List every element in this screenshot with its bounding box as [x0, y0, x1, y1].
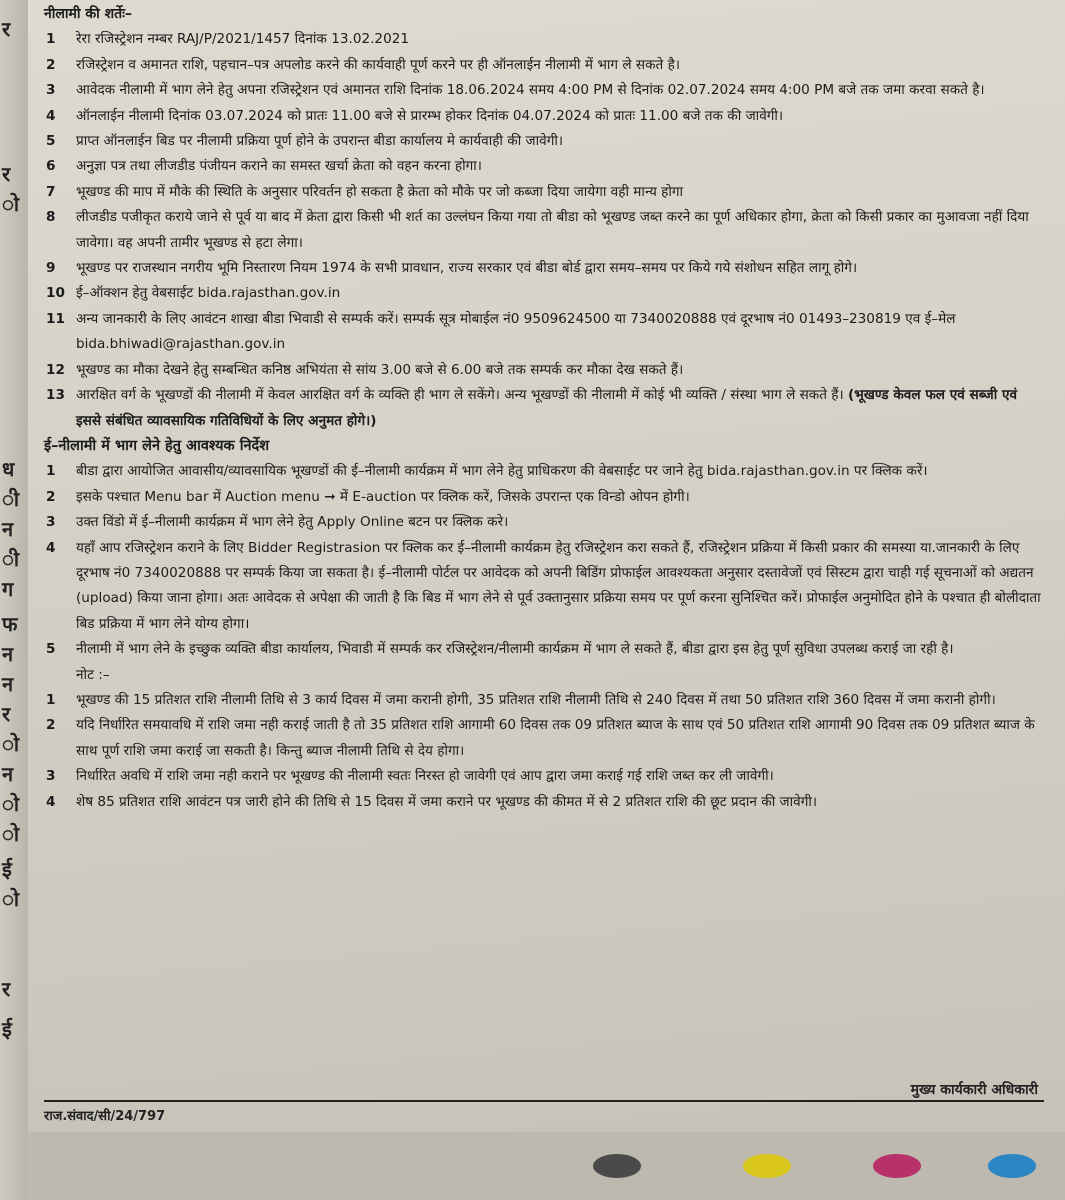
signature-title: मुख्य कार्यकारी अधिकारी [910, 1082, 1038, 1098]
reference-number: राज.संवाद/सी/24/797 [44, 1109, 166, 1124]
registration-mark-yellow [743, 1154, 791, 1178]
note-item-text: शेष 85 प्रतिशत राशि आवंटन पत्र जारी होने की तिथि से 15 दिवस में जमा कराने पर भूखण्ड की कीमत में से 2 प्रतिशत राशि की छूट प्रदान की जावेगी। [76, 793, 818, 810]
term-item-text: रेरा रजिस्ट्रेशन नम्बर RAJ/P/2021/1457 दिनांक 13.02.2021 [76, 31, 410, 48]
term-item-number: 5 [46, 133, 56, 150]
margin-char: न [2, 672, 14, 696]
margin-char: ई [2, 857, 12, 881]
term-item [44, 154, 1044, 179]
term-item-number: 10 [46, 285, 65, 302]
term-item-number: 1 [46, 31, 56, 48]
note-item-number: 4 [46, 793, 56, 810]
instruction-item-number: 2 [46, 488, 56, 505]
note-item-number: 1 [46, 691, 56, 708]
term-item-text: आवेदक नीलामी में भाग लेने हेतु अपना रजिस्ट्रेशन एवं अमानत राशि दिनांक 18.06.2024 समय 4:00 PM से दिनांक 02.07.2024 समय 4:00 PM बजे तक जमा करवा सकते है। [76, 82, 985, 99]
term-item [44, 78, 1044, 103]
instruction-item-number: 5 [46, 641, 56, 658]
term-item-text: रजिस्ट्रेशन व अमानत राशि, पहचान–पत्र अपलोड करने की कार्यवाही पूर्ण करने पर ही ऑनलाईन नीलामी में भाग ले सकते है। [76, 56, 680, 73]
note-item [44, 764, 1044, 789]
registration-mark-cyan [988, 1154, 1036, 1178]
margin-char: ग [2, 577, 14, 601]
notice-body [44, 2, 1044, 815]
margin-char: ी [2, 547, 20, 571]
margin-char: ो [2, 792, 20, 816]
instruction-item-text: उक्त विंडो में ई–नीलामी कार्यक्रम में भाग लेने हेतु Apply Online बटन पर क्लिक करे। [76, 514, 509, 531]
term-item-text: लीजडीड पजीकृत कराये जाने से पूर्व या बाद में क्रेता द्वारा किसी भी शर्त का उल्लंघन किया गया तो बीडा को भूखण्ड जब्त करने का पूर्ण अधिकार होगा, क्रेता को किसी प्रकार का मुआवजा नहीं दिया जावेगा। वह अपनी तामीर भूखण्ड से हटा लेगा। [76, 209, 1029, 251]
note-item [44, 790, 1044, 815]
instruction-item-text: यहाँ आप रजिस्ट्रेशन कराने के लिए Bidder Registrasion पर क्लिक कर ई–नीलामी कार्यक्रम हेतु रजिस्ट्रेशन करा सकते हैं, रजिस्ट्रेशन प्रक्रिया में किसी प्रकार की समस्या या.जानकारी के लिए दूरभाष नं0 7340020888 पर सम्पर्क किया जा सकता है। ई–नीलामी पोर्टल पर आवेदक को अपनी बिडिंग प्रोफाईल आवश्यकता अनुसार दस्तावेजों एवं सिस्टम द्वारा चाही गई सूचनाओं को अद्यतन (upload) किया जाना होगा। अतः आवेदक से अपेक्षा की जाती है कि बिड में भाग लेने से पूर्व उक्तानुसार प्रक्रिया समय पर पूर्ण करना सुनिश्चित करें। प्रोफाईल अनुमोदित होने के पश्चात ही बोलीदाता बिड प्रक्रिया में भाग लेने योग्य होगा। [76, 539, 1041, 632]
term-item-text: प्राप्त ऑनलाईन बिड पर नीलामी प्रक्रिया पूर्ण होने के उपरान्त बीडा कार्यालय मे कार्यवाही की जावेगी। [76, 133, 564, 150]
registration-mark-black [593, 1154, 641, 1178]
term-item [44, 27, 1044, 52]
term-item [44, 358, 1044, 383]
registration-mark-magenta [873, 1154, 921, 1178]
term-item [44, 129, 1044, 154]
term-item-number: 8 [46, 209, 56, 226]
term-item [44, 205, 1044, 256]
instruction-item-text: बीडा द्वारा आयोजित आवासीय/व्यावसायिक भूखण्डों की ई–नीलामी कार्यक्रम में भाग लेने हेतु प्राधिकरण की वेबसाईट पर जाने हेतु bida.rajasthan.gov.in पर क्लिक करें। [76, 463, 928, 480]
terms-list [44, 27, 1044, 434]
instruction-item [44, 485, 1044, 510]
term-item-text: आरक्षित वर्ग के भूखण्डों की नीलामी में केवल आरक्षित वर्ग के व्यक्ति ही भाग ले सकेंगे। अन्य भूखण्डों की नीलामी में कोई भी व्यक्ति / संस्था भाग ले सकते हैं। [76, 387, 844, 404]
term-item-number: 12 [46, 361, 65, 378]
note-item-text: यदि निर्धारित समयावधि में राशि जमा नही कराई जाती है तो 35 प्रतिशत राशि आगामी 60 दिवस तक 09 प्रतिशत ब्याज के साथ एवं 50 प्रतिशत राशि आगामी 90 दिवस तक 09 प्रतिशत ब्याज के साथ पूर्ण राशि जमा कराई जा सकती है। किन्तु ब्याज नीलामी तिथि से देय होगा। [76, 717, 1035, 759]
term-item-text: ऑनलाईन नीलामी दिनांक 03.07.2024 को प्रातः 11.00 बजे से प्रारम्भ होकर दिनांक 04.07.2024 को प्रातः 11.00 बजे तक की जावेगी। [76, 107, 784, 124]
note-label: नोट :– [76, 666, 110, 683]
term-item [44, 53, 1044, 78]
instructions-list [44, 459, 1044, 662]
terms-heading: नीलामी की शर्तेः– [44, 6, 132, 22]
note-item [44, 688, 1044, 713]
term-item [44, 104, 1044, 129]
term-item [44, 383, 1044, 434]
instructions-heading: ई–नीलामी में भाग लेने हेतु आवश्यक निर्देश [44, 437, 270, 454]
instruction-item-number: 4 [46, 539, 56, 556]
margin-char: र [2, 977, 11, 1001]
adjacent-column-strip [0, 0, 30, 1200]
term-item [44, 256, 1044, 281]
term-item [44, 281, 1044, 306]
margin-char: र [2, 17, 11, 41]
term-item [44, 180, 1044, 205]
margin-char: र [2, 702, 11, 726]
term-item-number: 9 [46, 260, 56, 277]
margin-char: ो [2, 822, 20, 846]
margin-char: फ [2, 612, 18, 636]
margin-char: ो [2, 192, 20, 216]
term-item-text: ई–ऑक्शन हेतु वेबसाईट bida.rajasthan.gov.in [76, 285, 341, 302]
term-item-text: भूखण्ड का मौका देखने हेतु सम्बन्धित कनिष्ठ अभियंता से सांय 3.00 बजे से 6.00 बजे तक सम्पर्क कर मौका देख सकते हैं। [76, 361, 684, 378]
term-item-text: भूखण्ड की माप में मौके की स्थिति के अनुसार परिवर्तन हो सकता है क्रेता को मौके पर जो कब्जा दिया जायेगा वही मान्य होगा [76, 183, 684, 200]
term-item-number: 4 [46, 107, 56, 124]
print-registration-marks [28, 1132, 1065, 1200]
term-item-number: 11 [46, 310, 65, 327]
margin-char: ो [2, 732, 20, 756]
term-item-number: 13 [46, 387, 65, 404]
note-item-text: निर्धारित अवधि में राशि जमा नही कराने पर भूखण्ड की नीलामी स्वतः निरस्त हो जावेगी एवं आप द्वारा जमा कराई गई राशि जब्त कर ली जावेगी। [76, 768, 774, 785]
notice-footer [44, 1082, 1044, 1132]
note-item [44, 713, 1044, 764]
term-item [44, 307, 1044, 358]
margin-char: ो [2, 887, 20, 911]
instruction-item [44, 637, 1044, 662]
note-item-text: भूखण्ड की 15 प्रतिशत राशि नीलामी तिथि से 3 कार्य दिवस में जमा करानी होगी, 35 प्रतिशत राशि नीलामी तिथि से 240 दिवस में तथा 50 प्रतिशत राशि 360 दिवस में जमा करानी होगी। [76, 691, 996, 708]
newspaper-notice [28, 0, 1065, 1200]
margin-char: ी [2, 487, 20, 511]
instruction-item [44, 459, 1044, 484]
instruction-item-text: नीलामी में भाग लेने के इच्छुक व्यक्ति बीडा कार्यालय, भिवाडी में सम्पर्क कर रजिस्ट्रेशन/नीलामी कार्यक्रम में भाग ले सकते हैं, बीडा द्वारा इस हेतु पूर्ण सुविधा उपलब्ध कराई जा रही है। [76, 641, 954, 658]
margin-char: ई [2, 1017, 12, 1041]
margin-char: न [2, 762, 14, 786]
margin-char: ध [2, 457, 15, 481]
margin-char: न [2, 642, 14, 666]
instruction-item [44, 510, 1044, 535]
note-item-number: 2 [46, 717, 56, 734]
notes-list [44, 688, 1044, 815]
instruction-item [44, 536, 1044, 638]
instruction-item-number: 3 [46, 514, 56, 531]
term-item-text: अन्य जानकारी के लिए आवंटन शाखा बीडा भिवाडी से सम्पर्क करें। सम्पर्क सूत्र मोबाईल नं0 9509624500 या 7340020888 एवं दूरभाष नं0 01493–230819 एव ई–मेल bida.bhiwadi@rajasthan.gov.in [76, 310, 956, 353]
note-item-number: 3 [46, 768, 56, 785]
term-item-number: 3 [46, 82, 56, 99]
term-item-text: भूखण्ड पर राजस्थान नगरीय भूमि निस्तारण नियम 1974 के सभी प्रावधान, राज्य सरकार एवं बीडा बोर्ड द्वारा समय–समय पर किये गये संशोधन सहित लागू होगे। [76, 260, 858, 277]
instruction-item-number: 1 [46, 463, 56, 480]
term-item-number: 2 [46, 56, 56, 73]
term-item-number: 6 [46, 158, 56, 175]
term-item-text: अनुज्ञा पत्र तथा लीजडीड पंजीयन कराने का समस्त खर्चा क्रेता को वहन करना होगा। [76, 158, 482, 175]
term-item-number: 7 [46, 183, 56, 200]
instruction-item-text: इसके पश्चात Menu bar में Auction menu ➞ में E-auction पर क्लिक करें, जिसके उपरान्त एक विन्डो ओपन होगी। [76, 488, 690, 505]
margin-char: र [2, 162, 11, 186]
margin-char: न [2, 517, 14, 541]
term-item-emphasis: (भूखण्ड केवल फल एवं सब्जी एवं इससे संबंधित व्यावसायिक गतिविधियों के लिए अनुमत होगे।) [76, 387, 1018, 429]
